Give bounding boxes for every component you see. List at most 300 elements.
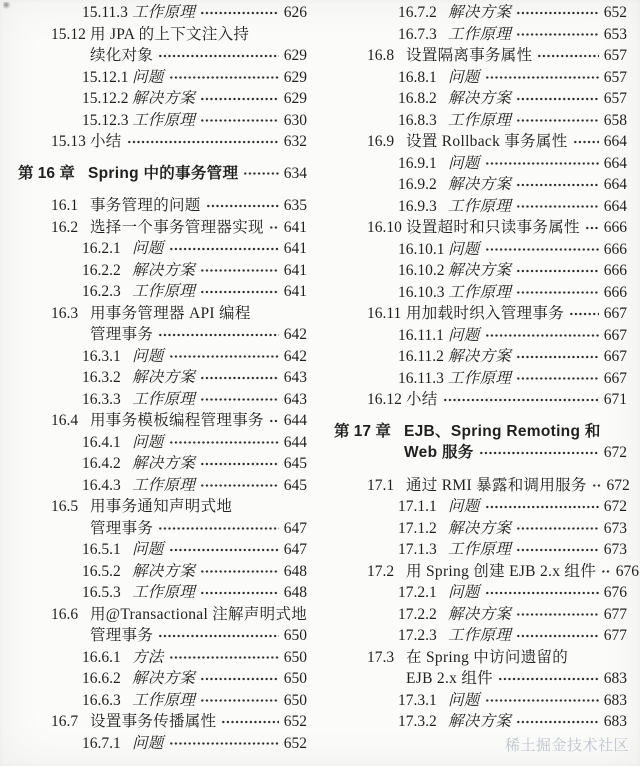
entry-number: 16.6.2 [82,670,121,687]
toc-entry [334,260,627,282]
toc-entry [18,303,307,325]
page-number: 641 [283,283,307,300]
dot-leader [485,153,599,175]
entry-number: 16.9.3 [398,197,437,215]
toc-entry [334,561,640,583]
entry-number: 16.2 [51,218,79,236]
toc-entry [18,88,307,110]
page-number: 641 [283,261,307,279]
page-number: 664 [603,133,627,150]
page-number: 671 [603,391,627,408]
entry-title: 工作原理 [448,25,512,43]
entry-title: 工作原理 [448,283,512,301]
toc-entry [334,368,627,390]
entry-title: 方法 [132,648,164,666]
page-number: 641 [283,218,307,236]
entry-number: 16.5.2 [82,562,121,580]
entry-number: 15.11.3 [82,4,128,21]
dot-leader [485,582,599,604]
page-number: 667 [603,326,627,344]
entry-title: 解决方案 [132,455,196,472]
dot-leader [169,67,279,89]
dot-leader [443,389,599,411]
toc-entry [334,131,627,153]
dot-leader [516,539,599,561]
entry-title: 问题 [448,240,480,258]
entry-number: 16.11.3 [398,369,444,387]
toc-entry [334,442,627,464]
entry-number: 16.8.2 [398,90,437,107]
entry-number: 17.1.1 [398,498,437,515]
dot-leader [200,88,279,110]
toc-entry [334,325,627,347]
dot-leader [516,110,599,132]
entry-number: 16.10.1 [398,240,445,258]
toc-entry [18,668,307,690]
dot-leader [158,518,279,540]
toc-entry [334,539,627,561]
toc-entry [18,496,307,518]
toc-entry [18,389,307,411]
page-number: 629 [283,90,307,107]
entry-number: 17.2 [367,562,395,580]
page-number: 644 [283,433,307,451]
dot-leader [158,324,279,346]
dot-leader [169,733,279,755]
entry-title: 通过 RMI 暴露和调用服务 [406,476,587,494]
entry-title: 问题 [448,154,480,172]
page-number: 650 [283,691,307,709]
entry-title: 管理事务 [90,627,154,644]
dot-leader [200,110,279,132]
entry-title: 工作原理 [132,584,196,601]
page-number: 657 [603,68,627,86]
dot-leader [485,325,599,347]
dot-leader [200,2,279,24]
page-number: 672 [603,498,627,515]
entry-number: 16.7.3 [398,25,437,43]
entry-title: 小结 [90,133,122,150]
dot-leader [243,163,279,185]
page-number: 650 [283,670,307,687]
entry-number: 15.12.1 [82,68,129,86]
toc-entry [18,561,307,583]
entry-title: 解决方案 [448,519,512,537]
page-number: 683 [603,670,627,687]
entry-title: 问题 [448,326,480,344]
page-number: 672 [606,476,630,494]
entry-title: 设置超时和只读事务属性 [406,219,580,236]
entry-number: 16.12 [367,391,402,408]
page-number: 667 [603,348,627,365]
entry-title: 解决方案 [448,713,512,730]
dot-leader [169,238,279,260]
page-number: 635 [283,197,307,214]
entry-title: 小结 [406,391,438,408]
page-number: 676 [615,562,640,580]
entry-number: 16.4.3 [82,476,121,494]
page-number: 677 [603,605,627,623]
dot-leader [516,625,599,647]
page-number: 642 [283,347,307,365]
toc-entry [334,303,627,325]
toc-entry [18,432,307,454]
entry-title: 用@Transactional 注解声明式地 [90,605,308,623]
dot-leader [169,346,279,368]
toc-entry [334,582,627,604]
entry-number: 16.6.3 [82,691,121,709]
page-number: 683 [603,691,627,709]
entry-number: 16.11 [367,305,402,322]
entry-number: 16.3 [51,304,79,322]
entry-title: 工作原理 [132,691,196,709]
page-number: 666 [603,219,627,236]
entry-title: 解决方案 [448,605,512,623]
entry-title: 解决方案 [448,4,512,21]
entry-title: 在 Spring 中访问遗留的 [406,648,569,666]
scan-corner-smudge [3,2,11,9]
toc-entry [18,475,307,497]
toc-entry [18,733,307,755]
page-number: 664 [603,154,627,172]
entry-title: 问题 [448,498,480,515]
page-number: 626 [283,4,307,21]
toc-entry [334,110,627,132]
entry-title: Web 服务 [404,444,474,461]
page-number: 645 [283,476,307,494]
page-number: 676 [603,584,627,601]
entry-title: 解决方案 [132,261,196,279]
page-number: 643 [283,390,307,408]
entry-title: 工作原理 [448,541,512,558]
dot-leader [200,668,279,690]
entry-title: 设置事务传播属性 [90,713,217,730]
entry-number: 16.2.2 [82,261,121,279]
dot-leader [516,518,599,540]
toc-entry [334,174,627,196]
page-number: 648 [283,562,307,580]
page-number: 629 [283,68,307,86]
dot-leader [516,346,599,368]
page-number: 683 [603,713,627,730]
dot-leader [158,625,279,647]
entry-title: 解决方案 [448,262,512,279]
toc-entry [18,163,307,185]
toc-entry [334,217,627,239]
entry-title: 问题 [132,68,164,86]
toc-entry [334,88,627,110]
entry-number: 15.12.3 [82,111,129,129]
entry-number: 16.10 [367,219,402,236]
entry-number: 16.9 [367,133,395,150]
toc-entry [334,2,627,24]
entry-number: 17.1.3 [398,541,437,558]
entry-number: 16.3.2 [82,369,121,386]
entry-title: 工作原理 [448,111,512,129]
page-number: 666 [603,240,627,258]
toc-entry [18,24,307,46]
entry-title: 用事务通知声明式地 [90,498,233,515]
dot-leader [516,282,599,304]
page-number: 677 [603,627,627,644]
entry-title: 设置 Rollback 事务属性 [406,133,568,150]
toc-entry [334,475,630,497]
entry-title: 用事务模板编程管理事务 [90,412,264,429]
dot-leader [516,604,599,626]
toc-entry [334,711,627,733]
page-number: 641 [283,240,307,257]
toc-entry [18,110,307,132]
toc-entry [334,282,627,304]
page-number: 629 [283,47,307,64]
page-number: 673 [603,519,627,537]
entry-title: 工作原理 [448,369,512,387]
entry-title: EJB、Spring Remoting 和 [404,422,601,440]
toc-column-left [18,2,307,754]
dot-leader [206,195,279,217]
toc-entry [18,711,307,733]
toc-entry [18,281,307,303]
dot-leader [200,260,279,282]
page-number: 667 [603,369,627,387]
entry-number: 15.12.2 [82,90,129,107]
entry-number: 16.7.1 [82,734,121,752]
dot-leader [569,303,599,325]
entry-title: 解决方案 [132,562,196,580]
dot-leader [516,174,599,196]
dot-leader [169,432,279,454]
dot-leader [200,389,279,411]
toc-entry [18,604,307,626]
toc-entry [18,625,307,647]
entry-number: 16.8 [367,47,395,64]
dot-leader [200,367,279,389]
toc-entry [18,346,307,368]
toc-entry [18,324,307,346]
entry-title: 设置隔离事务属性 [406,47,533,64]
entry-title: 工作原理 [132,390,196,408]
toc-entry [334,24,627,46]
entry-title: EJB 2.x 组件 [406,670,493,687]
entry-title: 问题 [132,347,164,365]
page-number: 653 [603,25,627,43]
toc-entry [18,131,307,153]
toc-entry [334,389,627,411]
entry-number: 16.9.1 [398,154,437,172]
entry-title: 解决方案 [132,90,196,107]
toc-entry [334,67,627,89]
entry-title: 解决方案 [448,176,512,193]
entry-number: 16.6.1 [82,648,121,666]
page-number: 632 [283,133,307,150]
entry-number: 第 17 章 [334,422,391,440]
dot-leader [485,496,599,518]
toc-entry [334,196,627,218]
page-number: 672 [603,444,627,461]
toc-entry [18,410,307,432]
entry-title: 问题 [448,691,480,709]
toc-entry [334,518,627,540]
toc-entry [18,539,307,561]
dot-leader [485,239,599,261]
entry-number: 16.7 [51,713,79,730]
watermark: 稀土掘金技术社区 [505,737,630,754]
page-number: 673 [603,541,627,558]
entry-number: 16.8.1 [398,68,437,86]
dot-leader [169,539,279,561]
entry-title: 事务管理的问题 [90,197,201,214]
entry-number: 15.12 [51,25,86,43]
entry-number: 16.7.2 [398,4,437,21]
dot-leader [537,45,599,67]
page-number: 652 [283,713,307,730]
dot-leader [485,690,599,712]
dot-leader [127,131,279,153]
page-number: 664 [603,176,627,193]
entry-number: 16.10.2 [398,262,445,279]
toc-entry [334,346,627,368]
entry-number: 17.2.3 [398,627,437,644]
toc-entry [18,195,307,217]
entry-title: 解决方案 [132,670,196,687]
dot-leader [516,24,599,46]
entry-number: 17.2.2 [398,605,437,623]
page-number: 634 [283,164,307,182]
dot-leader [516,88,599,110]
entry-number: 16.4 [51,412,79,429]
entry-title: 问题 [132,240,164,257]
entry-title: 管理事务 [90,519,154,537]
dot-leader [485,67,599,89]
toc-entry [334,421,627,443]
toc-entry [334,496,627,518]
entry-title: 解决方案 [448,348,512,365]
entry-title: 工作原理 [132,283,196,300]
toc-entry [334,690,627,712]
toc-entry [18,260,307,282]
entry-title: 问题 [132,734,164,752]
toc-entry [18,367,307,389]
toc-entry [334,239,627,261]
dot-leader [200,561,279,583]
entry-title: 工作原理 [132,476,196,494]
page-number: 664 [603,197,627,215]
entry-number: 16.6 [51,605,79,623]
entry-number: 16.2.1 [82,240,121,257]
toc-column-right [334,2,640,733]
page-number: 652 [283,734,307,752]
entry-number: 16.2.3 [82,283,121,300]
page-number: 645 [283,455,307,472]
entry-title: 管理事务 [90,326,154,343]
toc-entry [18,67,307,89]
dot-leader [516,368,599,390]
toc-entry [18,647,307,669]
page-number: 647 [283,519,307,537]
dot-leader [585,217,599,239]
entry-title: 用 JPA 的上下文注入持 [90,25,250,43]
page-number: 658 [603,111,627,129]
dot-leader [221,711,279,733]
page-number: 666 [603,262,627,279]
toc-entry [18,690,307,712]
dot-leader [592,475,602,497]
page-number: 630 [283,111,307,129]
entry-number: 16.5.3 [82,584,121,601]
page-number: 657 [603,47,627,64]
toc-entry [18,217,307,239]
page-number: 650 [283,627,307,644]
entry-number: 16.1 [51,197,79,214]
page-number: 666 [603,283,627,301]
toc-entry [18,453,307,475]
entry-number: 17.3.2 [398,713,437,730]
toc-entry [334,604,627,626]
toc-entry [334,153,627,175]
dot-leader [200,475,279,497]
dot-leader [200,281,279,303]
entry-title: 问题 [132,433,164,451]
dot-leader [498,668,599,690]
dot-leader [479,442,599,464]
page-number: 644 [283,412,307,429]
dot-leader [200,690,279,712]
entry-title: 工作原理 [448,627,512,644]
entry-number: 16.5.1 [82,541,121,558]
entry-title: 问题 [448,584,480,601]
page-number: 657 [603,90,627,107]
entry-number: 16.5 [51,498,79,515]
entry-title: 问题 [132,541,164,558]
entry-number: 17.1.2 [398,519,437,537]
dot-leader [516,711,599,733]
entry-number: 17.1 [367,476,395,494]
entry-title: 工作原理 [132,4,196,21]
toc-entry [18,582,307,604]
dot-leader [601,561,611,583]
entry-number: 16.10.3 [398,283,445,301]
page-number: 648 [283,584,307,601]
entry-number: 16.3.3 [82,390,121,408]
entry-title: 选择一个事务管理器实现 [90,218,264,236]
entry-number: 16.11.1 [398,326,444,344]
entry-number: 17.2.1 [398,584,437,601]
entry-title: Spring 中的事务管理 [88,164,239,182]
toc-entry [334,647,627,669]
page-number: 642 [283,326,307,343]
entry-title: 问题 [448,68,480,86]
entry-number: 17.3 [367,648,395,666]
dot-leader [516,260,599,282]
entry-number: 第 16 章 [18,164,75,182]
page-number: 650 [283,648,307,666]
entry-title: 解决方案 [448,90,512,107]
entry-title: 解决方案 [132,369,196,386]
toc-entry [18,518,307,540]
entry-number: 16.4.1 [82,433,121,451]
dot-leader [200,453,279,475]
dot-leader [516,196,599,218]
toc-entry [334,625,627,647]
dot-leader [169,647,279,669]
toc-entry [18,45,307,67]
entry-number: 15.13 [51,133,86,150]
entry-number: 16.11.2 [398,348,444,365]
dot-leader [269,410,279,432]
toc-entry [334,668,627,690]
toc-entry [18,2,307,24]
entry-title: 用 Spring 创建 EJB 2.x 组件 [406,562,597,580]
